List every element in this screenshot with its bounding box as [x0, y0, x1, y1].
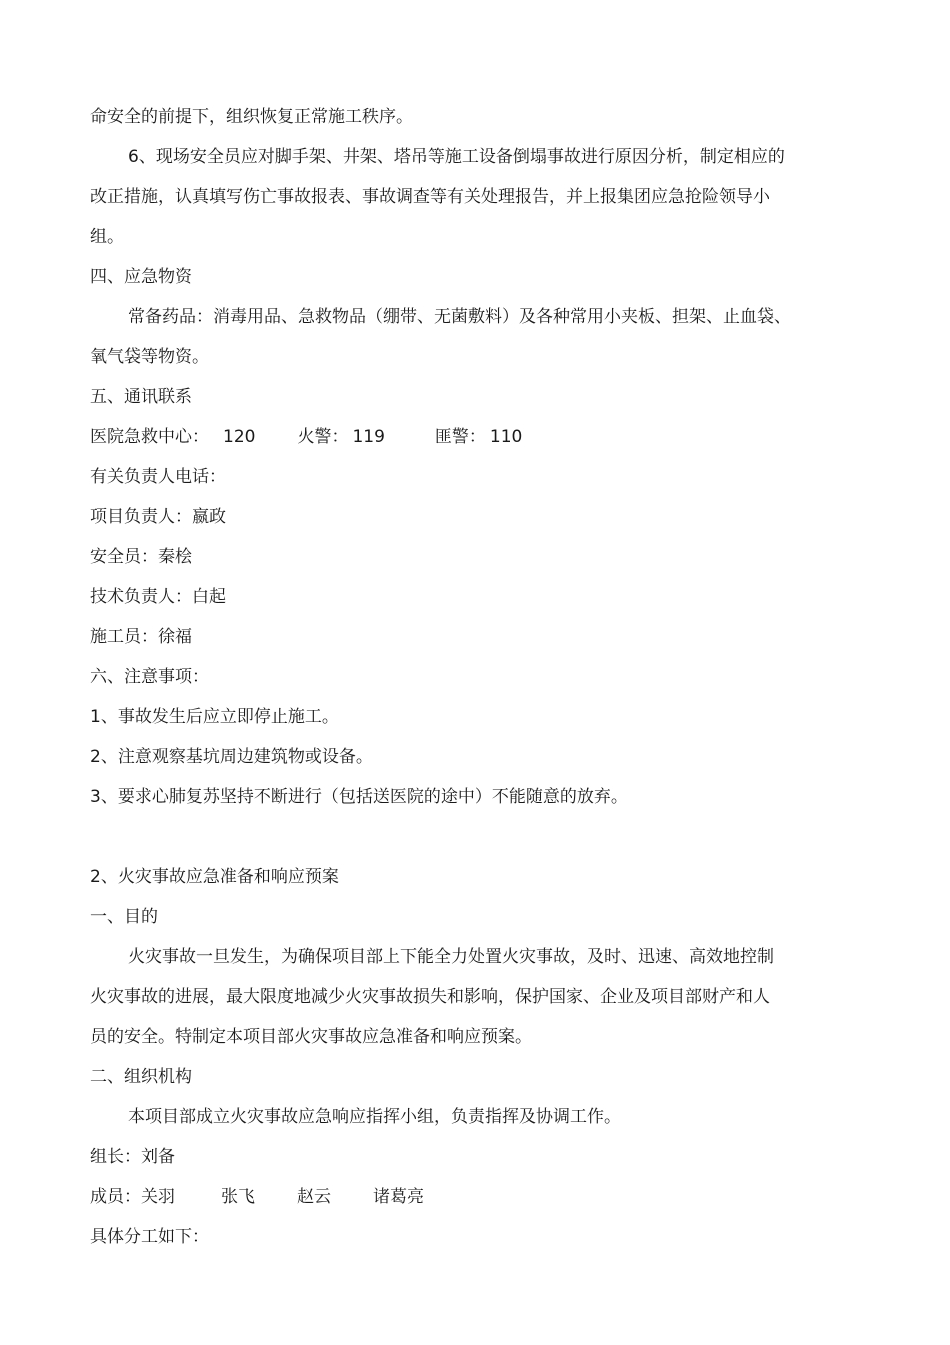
- paragraph-line: 常备药品：消毒用品、急救物品（绷带、无菌敷料）及各种常用小夹板、担架、止血袋、: [128, 307, 791, 327]
- leader-line: 组长：刘备: [90, 1147, 175, 1167]
- section-heading: 一、目的: [90, 907, 158, 927]
- contact-line: 项目负责人：嬴政: [90, 507, 226, 527]
- paragraph-line: 有关负责人电话：: [90, 467, 226, 487]
- members-label: 成员：: [90, 1187, 141, 1207]
- paragraph-line: 本项目部成立火灾事故应急响应指挥小组，负责指挥及协调工作。: [128, 1107, 621, 1127]
- member-name: 诸葛亮: [373, 1187, 424, 1207]
- paragraph-line: 改正措施，认真填写伤亡事故报表、事故调查等有关处理报告，并上报集团应急抢险领导小: [90, 187, 770, 207]
- list-item: 1、事故发生后应立即停止施工。: [90, 707, 339, 727]
- contact-line: 安全员：秦桧: [90, 547, 192, 567]
- fire-label: 火警：: [297, 427, 349, 447]
- police-number: 110: [489, 427, 523, 447]
- paragraph-line: 6、现场安全员应对脚手架、井架、塔吊等施工设备倒塌事故进行原因分析，制定相应的: [128, 147, 785, 167]
- member-name: 关羽: [141, 1187, 175, 1207]
- section-heading: 五、通讯联系: [90, 387, 192, 407]
- paragraph-line: 火灾事故的进展，最大限度地减少火灾事故损失和影响，保护国家、企业及项目部财产和人: [90, 987, 770, 1007]
- fire-number: 119: [352, 427, 385, 447]
- police-label: 匪警：: [434, 427, 486, 447]
- section-heading: 二、组织机构: [90, 1067, 192, 1087]
- paragraph-line: 火灾事故一旦发生，为确保项目部上下能全力处置火灾事故，及时、迅速、高效地控制: [128, 947, 774, 967]
- contact-line: 技术负责人：白起: [90, 587, 226, 607]
- chapter-heading: 2、火灾事故应急准备和响应预案: [90, 867, 339, 887]
- section-heading: 四、应急物资: [90, 267, 192, 287]
- members-line: [90, 1184, 424, 1210]
- emergency-numbers: [90, 424, 522, 450]
- paragraph-line: 具体分工如下：: [90, 1227, 209, 1247]
- paragraph-line: 命安全的前提下，组织恢复正常施工秩序。: [90, 107, 413, 127]
- paragraph-line: 组。: [90, 227, 124, 247]
- list-item: 3、要求心肺复苏坚持不断进行（包括送医院的途中）不能随意的放弃。: [90, 787, 628, 807]
- contact-line: 施工员：徐福: [90, 627, 192, 647]
- section-heading: 六、注意事项：: [90, 667, 209, 687]
- hospital-number: 120: [223, 427, 256, 447]
- list-item: 2、注意观察基坑周边建筑物或设备。: [90, 747, 373, 767]
- member-name: 赵云: [297, 1187, 331, 1207]
- paragraph-line: 氧气袋等物资。: [90, 347, 209, 367]
- member-name: 张飞: [221, 1187, 255, 1207]
- hospital-label: 医院急救中心：: [90, 427, 209, 447]
- paragraph-line: 员的安全。特制定本项目部火灾事故应急准备和响应预案。: [90, 1027, 532, 1047]
